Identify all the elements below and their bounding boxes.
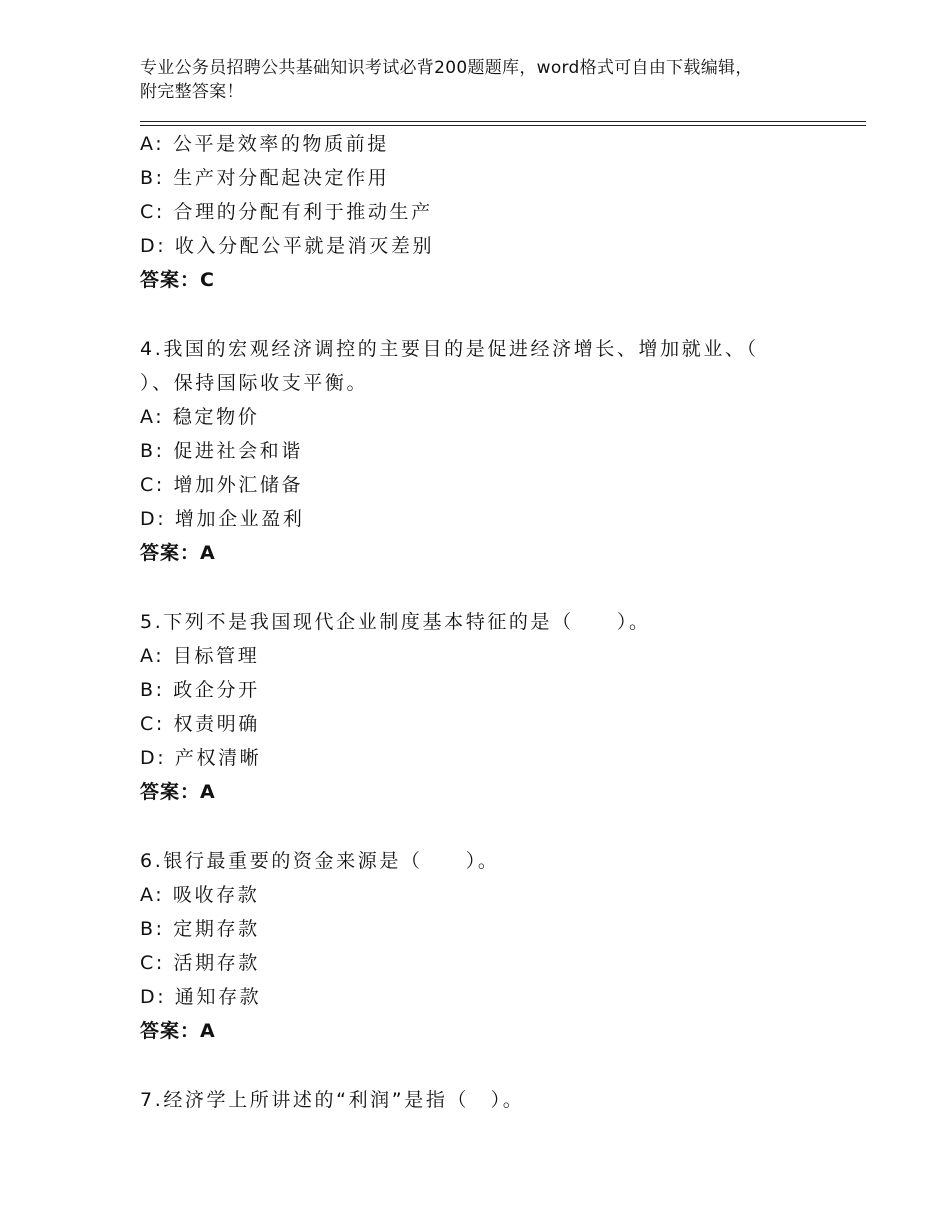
q6-option-a: A: 吸收存款 — [140, 884, 260, 906]
q6-option-b: B: 定期存款 — [140, 918, 260, 940]
q6-answer: 答案：A — [140, 1020, 216, 1042]
q5-option-a: A: 目标管理 — [140, 645, 260, 667]
q4-answer: 答案：A — [140, 542, 216, 564]
header-line-2: 附完整答案！ — [140, 82, 244, 102]
q4-stem-line-2: ）、保持国际收支平衡。 — [140, 372, 369, 394]
q5-option-c: C: 权责明确 — [140, 713, 260, 735]
q5-option-b: B: 政企分开 — [140, 679, 260, 701]
q3-option-d: D: 收入分配公平就是消灭差别 — [140, 235, 435, 257]
q3-option-b: B: 生产对分配起决定作用 — [140, 167, 390, 189]
document-header — [140, 56, 840, 104]
q6-option-d: D: 通知存款 — [140, 986, 262, 1008]
q3-option-c: C: 合理的分配有利于推动生产 — [140, 201, 433, 223]
header-line-1: 专业公务员招聘公共基础知识考试必背200题题库，word格式可自由下载编辑， — [140, 58, 753, 78]
q4-option-d: D: 增加企业盈利 — [140, 508, 305, 530]
q5-answer: 答案：A — [140, 781, 216, 803]
q3-answer: 答案：C — [140, 269, 215, 291]
q5-stem: 5.下列不是我国现代企业制度基本特征的是（ ）。 — [140, 611, 651, 633]
q6-stem: 6.银行最重要的资金来源是（ ）。 — [140, 850, 500, 872]
q4-option-c: C: 增加外汇储备 — [140, 474, 304, 496]
q4-stem-line-1: 4.我国的宏观经济调控的主要目的是促进经济增长、增加就业、（ — [140, 338, 759, 360]
q3-option-a: A: 公平是效率的物质前提 — [140, 133, 389, 155]
q4-option-a: A: 稳定物价 — [140, 406, 260, 428]
q4-option-b: B: 促进社会和谐 — [140, 440, 303, 462]
q7-stem: 7.经济学上所讲述的“利润”是指（ ）。 — [140, 1089, 525, 1111]
header-divider-top — [140, 121, 866, 122]
q6-option-c: C: 活期存款 — [140, 952, 260, 974]
q5-option-d: D: 产权清晰 — [140, 747, 262, 769]
header-divider-bottom — [140, 125, 866, 126]
